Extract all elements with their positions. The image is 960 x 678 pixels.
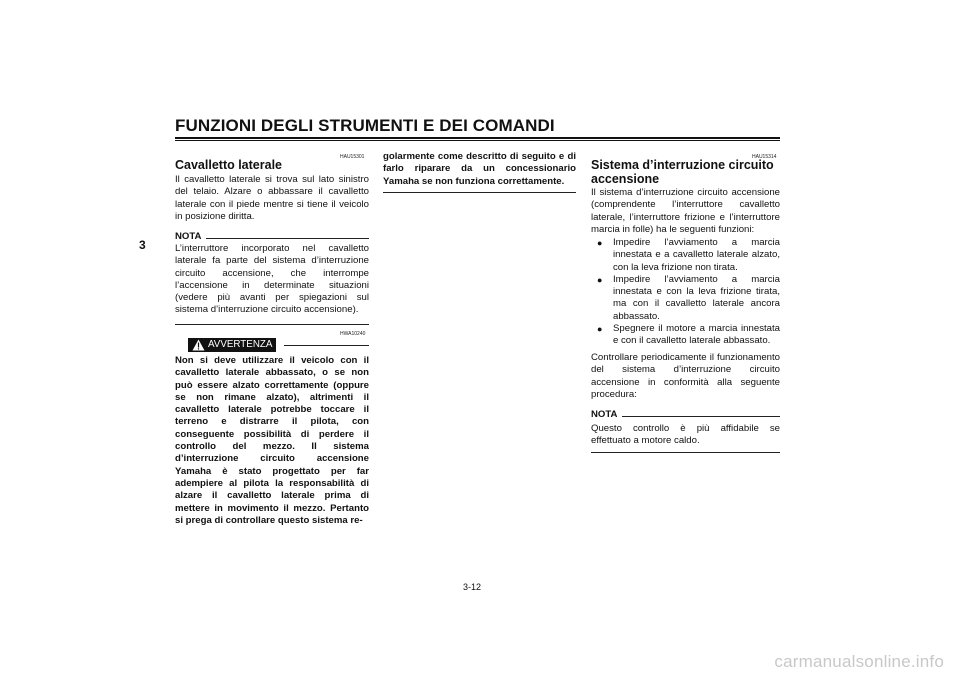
nota-rule-bottom [175,324,369,325]
section-heading-ignition-cutoff: Sistema d’interruzione circuito accensione [591,158,774,186]
page-title: FUNZIONI DEGLI STRUMENTI E DEI COMANDI [175,116,555,135]
nota-rule-bottom-ignition [591,452,780,453]
warning-code: HWA10240 [340,331,366,337]
ignition-intro: Il sistema d’interruzione circuito accensione (comprendente l’interruttore cavalletto laterale, l’interruttore frizione e l’interruttore marcia in folle) ha le seguenti funzioni: [591,187,780,235]
side-stand-intro: Il cavalletto laterale si trova sul lato sinistro del telaio. Alzare o abbassare il cavalletto laterale con il piede mentre si tiene il veicolo in posizione diritta. [175,174,369,222]
list-item: ● Impedire l’avviamento a marcia innestata e a cavalletto laterale alzato, con la leva frizione non tirata. [591,237,780,274]
header-divider-thin [175,140,780,141]
list-item: ● Impedire l’avviamento a marcia innestata e con la leva frizione tirata, ma con il cavalletto laterale ancora abbassato. [591,274,780,323]
section-heading-side-stand: Cavalletto laterale [175,158,282,172]
section-code: HAU15301 [340,154,365,160]
warning-label: AVVERTENZA [208,339,273,350]
nota-text-ignition: Questo controllo è più affidabile se effettuato a motore caldo. [591,423,780,447]
nota-text: L’interruttore incorporato nel cavalletto laterale fa parte del sistema d’interruzione circuito accensione, che interrompe l’accensione in determinate situazioni (vedere più avanti per spiegazioni sul sistema d’interruzione circuito accensione). [175,243,369,316]
warning-text-continued: golarmente come descritto di seguito e di farlo riparare da un concessionario Yamaha se non funziona correttamente. [383,151,576,187]
warning-triangle-icon [192,339,205,356]
warning-text: Non si deve utilizzare il veicolo con il cavalletto laterale abbassato, o se non può essere alzato correttamente (oppure se non rimane alzato), altrimenti il cavalletto laterale potrebbe toccare il terreno e distrarre il pilota, con conseguente possibilità di perdere il controllo del mezzo. Il sistema d’interruzione circuito accensione Yamaha è stato progettato per far adempiere al pilota la responsabilità di alzare il cavalletto laterale prima di mettere in movimento il mezzo. Pertanto si prega di controllare questo sistema re- [175,355,369,526]
page-number: 3-12 [463,582,482,592]
nota-label: NOTA [175,231,202,242]
header-divider [175,137,780,139]
warning-rule [284,345,369,346]
ignition-function-list [591,237,780,348]
nota-label-ignition: NOTA [591,409,618,420]
section-code-ignition: HAU15314 [752,154,777,160]
warning-end-rule [383,192,576,193]
ignition-outro: Controllare periodicamente il funzionamento del sistema d’interruzione circuito accensione in conformità alla seguente procedura: [591,352,780,400]
chapter-number: 3 [139,238,146,252]
nota-rule-top-ignition [622,416,780,417]
warning-label-box [188,338,276,352]
watermark: carmanualsonline.info [774,652,944,671]
list-item: ● Spegnere il motore a marcia innestata e con il cavalletto laterale abbassato. [591,323,780,348]
nota-rule-top [206,238,369,239]
